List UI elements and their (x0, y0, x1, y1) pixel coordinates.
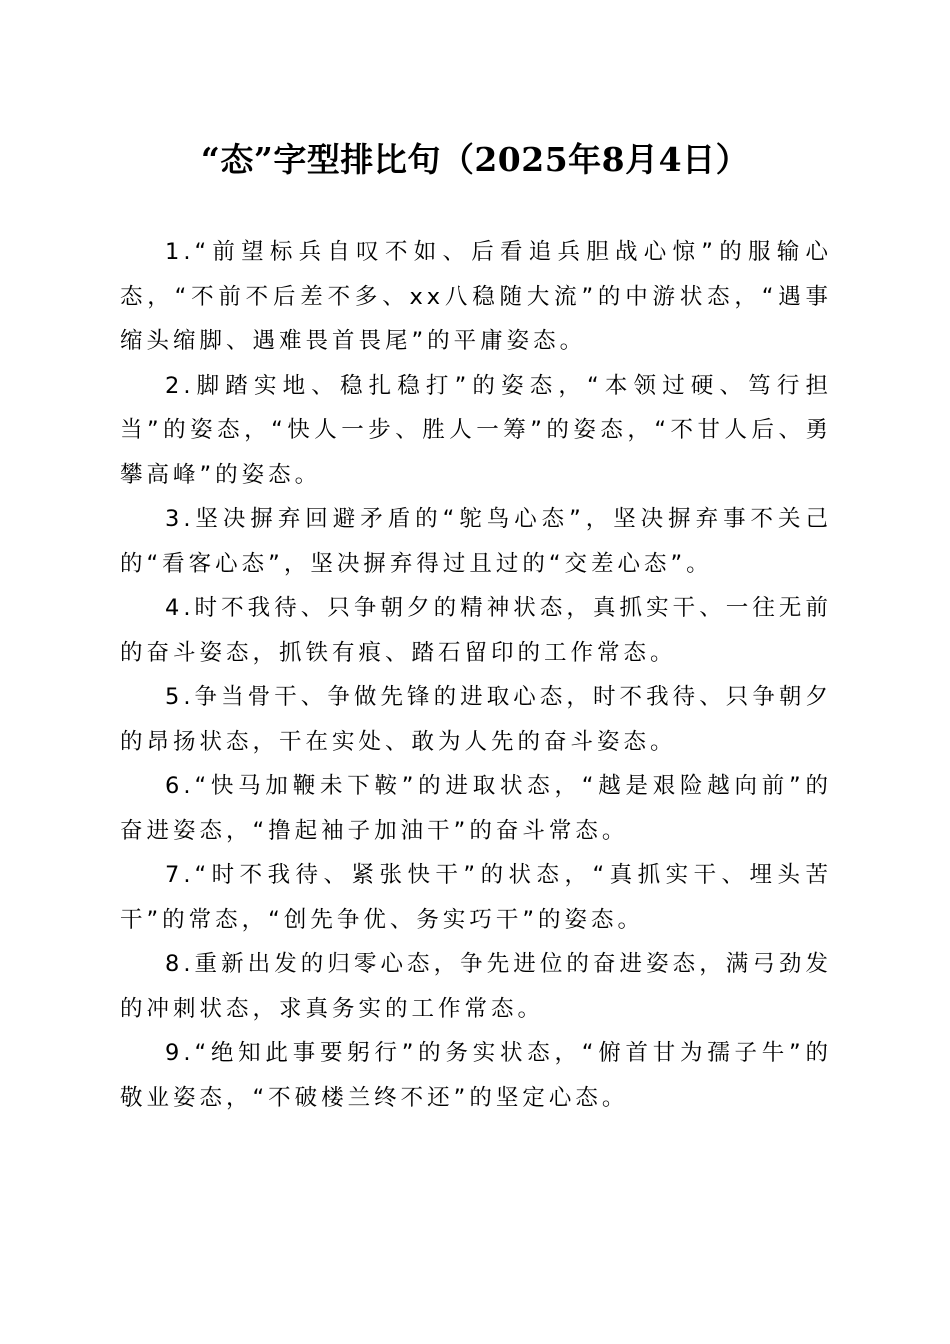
paragraph-8: 8.重新出发的归零心态，争先进位的奋进姿态，满弓劲发的冲刺状态，求真务实的工作常态。 (120, 951, 832, 1022)
paragraph-6: 6.“快马加鞭未下鞍”的进取状态，“越是艰险越向前”的奋进姿态，“撸起袖子加油干”的奋斗常态。 (120, 773, 832, 844)
paragraph-4: 4.时不我待、只争朝夕的精神状态，真抓实干、一往无前的奋斗姿态，抓铁有痕、踏石留印的工作常态。 (120, 595, 832, 666)
paragraph-3: 3.坚决摒弃回避矛盾的“鸵鸟心态”，坚决摒弃事不关己的“看客心态”，坚决摒弃得过且过的“交差心态”。 (120, 506, 832, 577)
paragraph-5: 5.争当骨干、争做先锋的进取心态，时不我待、只争朝夕的昂扬状态，干在实处、敢为人先的奋斗姿态。 (120, 684, 832, 755)
paragraph-2: 2.脚踏实地、稳扎稳打”的姿态，“本领过硬、笃行担当”的姿态，“快人一步、胜人一筹”的姿态，“不甘人后、勇攀高峰”的姿态。 (120, 372, 832, 488)
document-title: “态”字型排比句（2025年8月4日） (200, 140, 750, 179)
document-body (120, 230, 832, 1120)
paragraph-1: 1.“前望标兵自叹不如、后看追兵胆战心惊”的服输心态，“不前不后差不多、xx八稳随大流”的中游状态，“遇事缩头缩脚、遇难畏首畏尾”的平庸姿态。 (120, 239, 832, 354)
paragraph-9: 9.“绝知此事要躬行”的务实状态，“俯首甘为孺子牛”的敬业姿态，“不破楼兰终不还”的坚定心态。 (120, 1040, 832, 1111)
paragraph-7: 7.“时不我待、紧张快干”的状态，“真抓实干、埋头苦干”的常态，“创先争优、务实巧干”的姿态。 (120, 862, 832, 933)
